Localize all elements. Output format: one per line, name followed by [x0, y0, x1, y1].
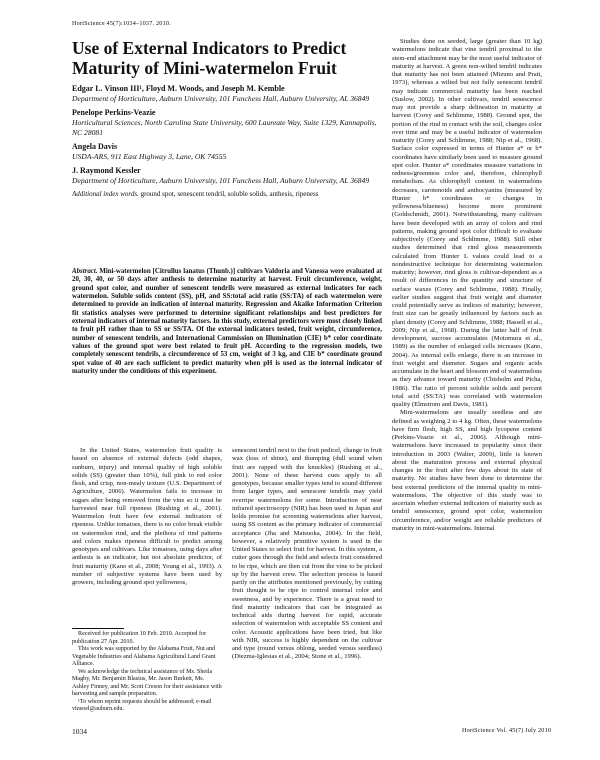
author-line-3: Angela Davis — [72, 142, 118, 151]
footnote-funding: This work was supported by the Alabama Fruit, Nut and Vegetable Industries and Alabama Agricultural Land Grant Alliance. — [72, 646, 216, 667]
abstract-label: Abstract. — [72, 268, 98, 275]
title-block — [72, 38, 382, 199]
running-footer: HortScience Vol. 45(7) July 2010 — [462, 727, 552, 734]
author-line-4: J. Raymond Kessler — [72, 166, 141, 175]
abstract — [72, 268, 382, 376]
affiliation-4: Department of Horticulture, Auburn University, 101 Funchess Hall, Auburn University, AL 36849 — [72, 176, 370, 185]
body-column-1 — [72, 447, 222, 587]
author-line-1: Edgar L. Vinson III¹, Floyd M. Woods, and Joseph M. Kemble — [72, 84, 285, 93]
footnote-received: Received for publication 10 Feb. 2010. Accepted for publication 27 Apr. 2010. — [72, 631, 207, 645]
article-title: Use of External Indicators to Predict Maturity of Mini-watermelon Fruit — [72, 38, 347, 78]
running-header: HortScience 45(7):1034–1037. 2010. — [72, 20, 171, 27]
body-column-3 — [392, 38, 542, 533]
keywords-text: ground spot, senescent tendril, soluble solids, anthesis, ripeness — [140, 190, 319, 198]
footnotes — [72, 628, 222, 714]
keywords — [72, 190, 382, 199]
keywords-label: Additional index words. — [72, 190, 139, 198]
affiliation-1: Department of Horticulture, Auburn University, 101 Funchess Hall, Auburn University, AL 36849 — [72, 94, 370, 103]
footnote-rule — [72, 628, 124, 629]
page-number: 1034 — [72, 727, 87, 736]
author-line-2: Penelope Perkins-Veazie — [72, 108, 156, 117]
affiliation-2: Horticultural Sciences, North Carolina State University, 600 Laureate Way, Suite 1329, Kannapolis, NC 28081 — [72, 118, 377, 137]
body-paragraph: Mini-watermelons are usually seedless and are defined as weighing 2 to 4 kg. Often, these watermelons have firm flesh, high SS, and high lycopene content (Perkins-Veazie et al., 2006). Although mini-watermelons have increased in popularity since their introduction in 2003 (Walter, 2009), little is known about the maturation process and external physical changes in the fruit after few days about its state of maturity. No studies have been done to determine the best external predictors of the internal quality in mini-watermelons. The objective of this study was to ascertain whether external indicators of maturity such as tendril senescence, ground spot color, watermelon circumference, and/or weight are reliable predictors of maturity in mini-watermelons. Internal — [392, 409, 542, 532]
abstract-text: Mini-watermelon [Citrullus lanatus (Thunb.)] cultivars Valdoria and Vanessa were evaluated at 20, 30, 40, or 50 days after anthesis to determine maturity at harvest. Fruit circumference, weight, ground spot color, and number of senescent tendrils were measured as external indicators for each watermelon. Soluble solids content (SS), pH, and SS:total acid ratio (SS:TA) of each watermelon were determined to provide an indication of internal maturity. Regression and Akaike Information Criterion fit statistics analyses were performed to determine significant relationships and best predictors for external indicators of internal maturity factors. In this study, external predictors were most closely linked to fruit pH rather than to SS or SS/TA. Of the external indicators tested, fruit weight, circumference, number of senescent tendrils, and International Commission on Illumination (CIE) b* color coordinate values of the ground spot were best related to fruit pH. According to the regression models, two completely senescent tendrils, a circumference of 53 cm, weight of 3 kg, and CIE b* coordinate ground spot value of 40 are each sufficient to predict maturity when pH is used as the internal indicator of maturity under the conditions of this experiment. — [72, 268, 382, 376]
body-column-2 — [232, 447, 382, 662]
body-paragraph: In the United States, watermelon fruit quality is based on absence of external defects (odd shapes, sunburn, injury) and internal quality of high soluble solids (SS) (greater than 10%), full pink to red color flesh, and crisp, non-mealy texture (U.S. Department of Agriculture, 2006). Watermelon fails to increase in sugars after being removed from the vine so it must be harvested near full ripeness (Rushing et al., 2001). Watermelon fruit have few external indicators of ripeness. Unlike tomatoes, there is no color break visible on watermelon rind, and the plethora of rind patterns and colors makes ripeness difficult to predict among genotypes and cultivars. Like tomatoes, using days after anthesis is an indicator, but not absolute predictor, of fruit maturity (Kano et al., 2008; Young et al., 1993). A number of subjective systems have been used by growers, including ground spot yellowness, — [72, 447, 222, 586]
footnote-correspondence: ¹To whom reprint requests should be addressed; e-mail vinsoel@auburn.edu. — [72, 698, 212, 712]
footnote-acknowledgment: We acknowledge the technical assistance of Ms. Sheila Magby, Mr. Benjamin Blasius, Mr. Jason Burkett, Ms. Ashley Finney, and Mr. Scott Creson for their assistance with harvesting and sample preparation. — [72, 668, 222, 697]
body-paragraph: senescent tendril next to the fruit pedicel, change in fruit wax (loss of shine), and thumping (dull sound when fruit are rapped with the knuckles) (Rushing et al., 2001). None of these harvest cues apply to all genotypes, because smaller types tend to sound different from larger types, and senescent tendrils may yield overripe watermelons for some. Introduction of near infrared spectroscopy (NIR) has been used in Japan and holds promise for screening watermelons after harvest, using SS content as the primary indicator of commercial acceptance (Jha and Matsuoka, 2004). In the field, however, a relatively primitive system is used in the United States to select fruit for harvest. In this system, a cutter goes through the field and selects fruit considered to be ripe, which are then cut from the vine to be picked up by the harvest crew. The selection process is based partly on the attributes mentioned previously, by cutting fruit thought to be ripe to control internal color and sweetness, and by experience. There is a great need to find maturity indicators that can be integrated as technical aids during harvest for rapid, accurate selection of watermelon with acceptable SS content and color. Acoustic applications have been tried, but like with NIR, success is highly dependent on the cultivar and type (round versus oblong, seeded versus seedless) (Diezma-Iglesias et al., 2004; Stone et al., 1996). — [232, 447, 382, 661]
affiliation-3: USDA-ARS, 911 East Highway 3, Lane, OK 74555 — [72, 152, 227, 161]
body-paragraph: Studies done on seeded, large (greater than 10 kg) watermelons indicate that vine tendril proximal to the stem-end attachment may be the most useful indicator of maturity at harvest. A green non-wilted tendril indicates that maturity has not been attained (Mizuno and Pratt, 1973), whereas a wilted but not fully senescent tendril may indicate commercial maturity has been reached (Suslow, 2002). In other cultivars, tendril senescence may not provide a sharp delineation in maturity at harvest (Corey and Schlimme, 1988). Ground spot, the portion of the rind in contact with the soil, changes color over time and may be a useful indicator of watermelon maturity (Corey and Schlimme, 1988; Nip et al., 1968). Surface color expressed in terms of Hunter a* or b* coordinates have similarly been used to measure ground spot color. Hunter a* coordinates measure variations in redness/greenness color and, therefore, chlorophyll metabolism. As chlorophyll content in watermelons decreases, carotenoids and anthocyanins (measured by Hunter b* coordinates or changes in yellowness/blueness) become more prominent (Goldschmidt, 2001). Notwithstanding, many cultivars have been developed with an array of colors and rind patterns, making ground spot color difficult to evaluate subjectively (Corey and Schlimme, 1988). Still other studies determined that rind gloss measurements calculated from Hunter L values could lead to a nondestructive technique for determining watermelon maturity; however, rind gloss is cultivar-dependent as a result of differences in the quantity and structure of surface waxes (Corey and Schlimme, 1988). Finally, earlier studies suggest that fruit weight and diameter could potentially serve as indices of maturity; however, fruit size can be greatly influenced by factors such as plant density (Corey and Schlimme, 1988; Hassell et al., 2009; Nip et al., 1968). During the latter half of fruit development, sucrose accumulates (Motomura et al., 1989) as the number of enlarged cells increases (Kano, 2004). As internal cells enlarge, there is an increase in fruit weight and diameter. Sugars and organic acids accumulate in the heart and blossom end of watermelons as they advance toward maturity (Chisholm and Picha, 1986). The ratio of percent soluble solids and percent total acid (SS:TA) was correlated with watermelon quality (Elmstrom and Davis, 1981). — [392, 38, 542, 408]
